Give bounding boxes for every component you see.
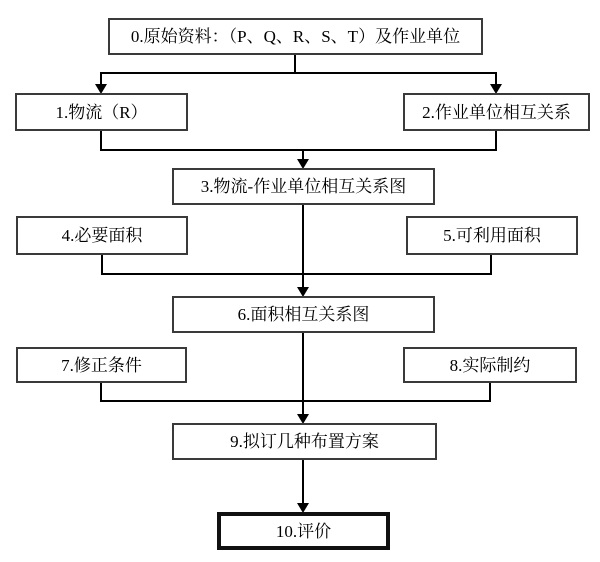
- connector-split-horizontal: [100, 72, 497, 74]
- connector-n1-down: [100, 131, 102, 151]
- connector-n2-down: [495, 131, 497, 151]
- connector-n5-down: [490, 255, 492, 275]
- connector-n9-down: [302, 460, 304, 504]
- node-7-modifying-conditions: 7.修正条件: [16, 347, 187, 383]
- node-1-material-flow: 1.物流（R）: [15, 93, 188, 131]
- node-9-layout-alternatives: 9.拟订几种布置方案: [172, 423, 437, 460]
- connector-n6-to-n9: [302, 333, 304, 415]
- connector-merge2-horizontal: [101, 273, 492, 275]
- connector-n4-down: [101, 255, 103, 275]
- node-0-original-data: 0.原始资料：（P、Q、R、S、T）及作业单位: [108, 18, 483, 55]
- connector-n3-to-n6: [302, 205, 304, 288]
- node-10-evaluation: 10.评价: [217, 512, 390, 550]
- node-8-practical-limitations: 8.实际制约: [403, 347, 577, 383]
- connector-merge3-horizontal: [100, 400, 491, 402]
- connector-merge1-horizontal: [100, 149, 497, 151]
- node-6-area-relationship-chart: 6.面积相互关系图: [172, 296, 435, 333]
- node-5-available-area: 5.可利用面积: [406, 216, 578, 255]
- node-2-activity-relationships: 2.作业单位相互关系: [403, 93, 590, 131]
- node-4-required-area: 4.必要面积: [16, 216, 188, 255]
- node-3-flow-activity-relationship-chart: 3.物流-作业单位相互关系图: [172, 168, 435, 205]
